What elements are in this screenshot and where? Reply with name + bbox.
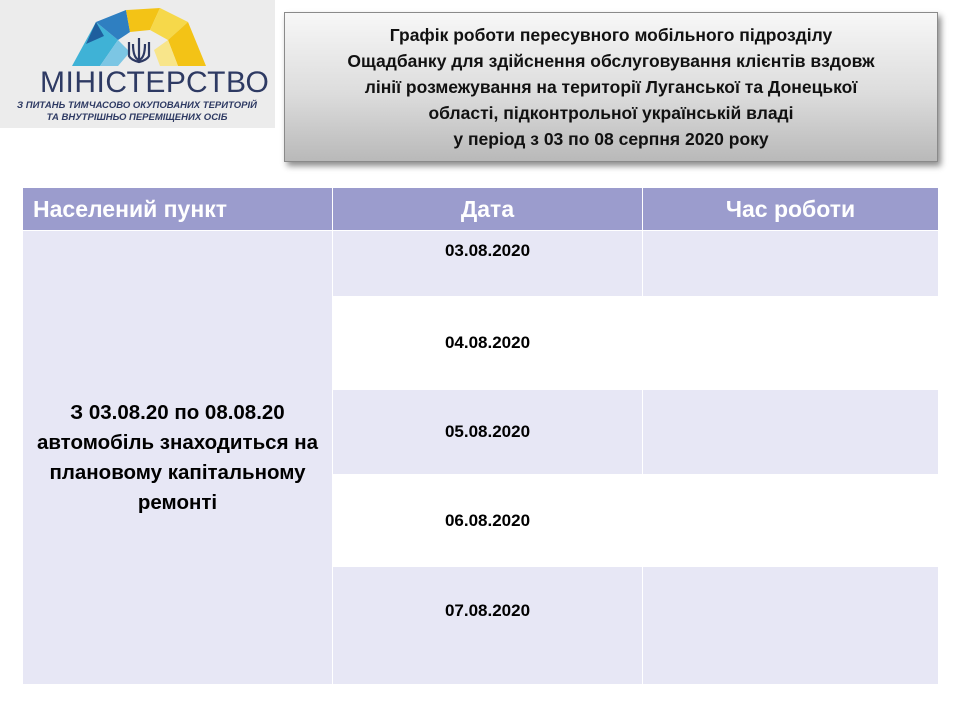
date-cell: 03.08.2020: [333, 231, 643, 297]
heading-line-4: області, підконтрольної українській владі: [428, 103, 794, 123]
schedule-table: [22, 187, 939, 685]
column-header-date: Дата: [333, 188, 643, 231]
column-header-time: Час роботи: [643, 188, 939, 231]
heading-line-2: Ощадбанку для здійснення обслуговування клієнтів вздовж: [347, 51, 875, 71]
date-cell: 04.08.2020: [333, 297, 643, 390]
logo-subtitle-line1: З ПИТАНЬ ТИМЧАСОВО ОКУПОВАНИХ ТЕРИТОРІЙ: [17, 100, 257, 111]
column-header-place: Населений пункт: [23, 188, 333, 231]
logo-subtitle: [6, 100, 268, 124]
date-cell: 06.08.2020: [333, 475, 643, 567]
time-cell: [643, 390, 939, 475]
table-row: [23, 231, 939, 297]
schedule-heading: [284, 12, 938, 162]
logo-title: МІНІСТЕРСТВО: [40, 66, 270, 99]
logo-subtitle-line2: ТА ВНУТРІШНЬО ПЕРЕМІЩЕНИХ ОСІБ: [46, 112, 228, 123]
time-cell: [643, 231, 939, 297]
ministry-logo: [0, 0, 275, 128]
time-cell: [643, 475, 939, 567]
time-cell: [643, 567, 939, 685]
heading-line-3: лінії розмежування на території Луганської та Донецької: [364, 77, 858, 97]
table-header-row: [23, 188, 939, 231]
heading-line-1: Графік роботи пересувного мобільного підрозділу: [389, 25, 833, 45]
heading-line-5: у період з 03 по 08 серпня 2020 року: [453, 129, 769, 149]
date-cell: 07.08.2020: [333, 567, 643, 685]
place-cell: З 03.08.20 по 08.08.20 автомобіль знаходиться на плановому капітальному ремонті: [23, 231, 333, 685]
time-cell: [643, 297, 939, 390]
date-cell: 05.08.2020: [333, 390, 643, 475]
